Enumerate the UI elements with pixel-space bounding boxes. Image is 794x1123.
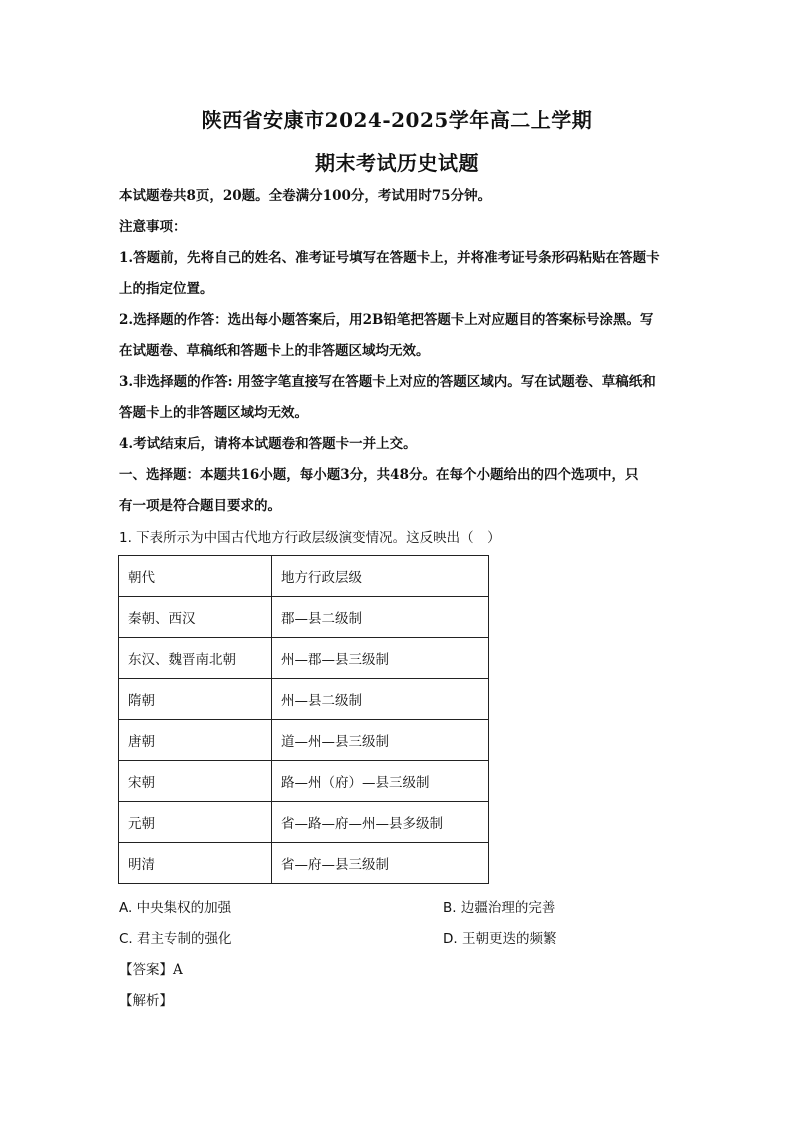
exam-title-line1: 陕西省安康市2024-2025学年高二上学期	[201, 108, 593, 132]
table-cell-level: 郡—县二级制	[272, 597, 489, 638]
table-row	[119, 597, 489, 638]
table-header-cell: 朝代	[119, 556, 272, 597]
table-cell-level: 州—郡—县三级制	[272, 638, 489, 679]
notice-item3-line2: 答题卡上的非答题区域均无效。	[119, 405, 308, 421]
table-cell-level: 省—府—县三级制	[272, 843, 489, 884]
notice-item4: 4.考试结束后，请将本试题卷和答题卡一并上交。	[119, 436, 417, 452]
notice-item1-line1: 1.答题前，先将自己的姓名、准考证号填写在答题卡上，并将准考证号条形码粘贴在答题卡	[119, 250, 660, 266]
option-a: A. 中央集权的加强	[119, 900, 232, 916]
section1-heading-line1: 一、选择题：本题共16小题，每小题3分，共48分。在每个小题给出的四个选项中，只	[119, 467, 639, 483]
admin-level-table	[118, 555, 489, 884]
option-b: B. 边疆治理的完善	[443, 900, 556, 916]
notice-item2-line1: 2.选择题的作答：选出每小题答案后，用2B铅笔把答题卡上对应题目的答案标号涂黑。写	[119, 312, 654, 328]
table-cell-dynasty: 东汉、魏晋南北朝	[119, 638, 272, 679]
table-cell-dynasty: 秦朝、西汉	[119, 597, 272, 638]
table-row	[119, 679, 489, 720]
section1-heading-line2: 有一项是符合题目要求的。	[119, 498, 281, 514]
table-cell-dynasty: 明清	[119, 843, 272, 884]
exam-title-line2: 期末考试历史试题	[315, 151, 479, 175]
table-row	[119, 761, 489, 802]
question1-stem: 1. 下表所示为中国古代地方行政层级演变情况。这反映出（ ）	[119, 530, 501, 546]
option-d: D. 王朝更迭的频繁	[443, 931, 557, 947]
table-row	[119, 720, 489, 761]
analysis-label: 【解析】	[119, 993, 173, 1009]
table-cell-level: 道—州—县三级制	[272, 720, 489, 761]
notice-item1-line2: 上的指定位置。	[119, 281, 214, 297]
table-row	[119, 843, 489, 884]
table-row	[119, 638, 489, 679]
table-row	[119, 802, 489, 843]
notice-heading: 注意事项：	[119, 219, 187, 235]
table-cell-dynasty: 唐朝	[119, 720, 272, 761]
exam-intro: 本试题卷共8页，20题。全卷满分100分，考试用时75分钟。	[119, 188, 492, 204]
table-cell-dynasty: 元朝	[119, 802, 272, 843]
table-cell-dynasty: 隋朝	[119, 679, 272, 720]
notice-item2-line2: 在试题卷、草稿纸和答题卡上的非答题区域均无效。	[119, 343, 430, 359]
table-cell-level: 路—州（府）—县三级制	[272, 761, 489, 802]
table-header-cell: 地方行政层级	[272, 556, 489, 597]
table-cell-level: 州—县二级制	[272, 679, 489, 720]
notice-item3-line1: 3.非选择题的作答: 用签字笔直接写在答题卡上对应的答题区域内。写在试题卷、草稿纸和	[119, 374, 656, 390]
option-c: C. 君主专制的强化	[119, 931, 232, 947]
answer-label: 【答案】A	[119, 962, 183, 978]
table-cell-level: 省—路—府—州—县多级制	[272, 802, 489, 843]
table-cell-dynasty: 宋朝	[119, 761, 272, 802]
table-header-row	[119, 556, 489, 597]
